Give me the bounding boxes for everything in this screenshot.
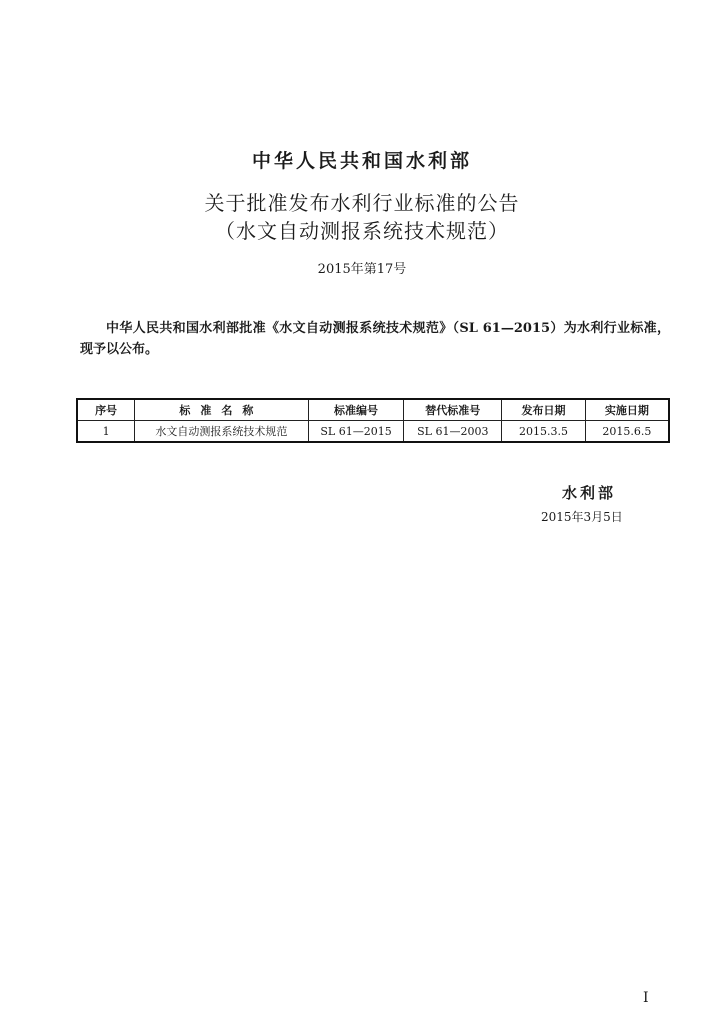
cell-standard-name: 水文自动测报系统技术规范 xyxy=(135,421,309,443)
header-replaced-number: 替代标准号 xyxy=(404,399,502,421)
table-row xyxy=(77,421,669,443)
issue-number: 2015年第17号 xyxy=(317,262,407,277)
page-number: I xyxy=(643,990,649,1006)
signature-organization: 水利部 xyxy=(562,484,617,502)
standards-table xyxy=(76,398,670,443)
issuing-ministry: 中华人民共和国水利部 xyxy=(251,150,472,172)
header-release-date: 发布日期 xyxy=(502,399,586,421)
header-standard-number: 标准编号 xyxy=(308,399,404,421)
table-header-row xyxy=(77,399,669,421)
header-standard-name: 标准名称 xyxy=(135,399,309,421)
signature-date: 2015年3月5日 xyxy=(541,510,623,524)
cell-standard-number: SL 61—2015 xyxy=(308,421,404,443)
announcement-subtitle: （水文自动测报系统技术规范） xyxy=(215,219,509,243)
cell-effective-date: 2015.6.5 xyxy=(585,421,669,443)
announcement-title: 关于批准发布水利行业标准的公告 xyxy=(204,191,520,215)
cell-serial: 1 xyxy=(77,421,135,443)
cell-release-date: 2015.3.5 xyxy=(502,421,586,443)
header-effective-date: 实施日期 xyxy=(585,399,669,421)
announcement-paragraph: 中华人民共和国水利部批准《水文自动测报系统技术规范》（SL 61—2015）为水利行业标准，现予以公布。 xyxy=(80,321,670,357)
cell-replaced-number: SL 61—2003 xyxy=(404,421,502,443)
header-serial: 序号 xyxy=(77,399,135,421)
